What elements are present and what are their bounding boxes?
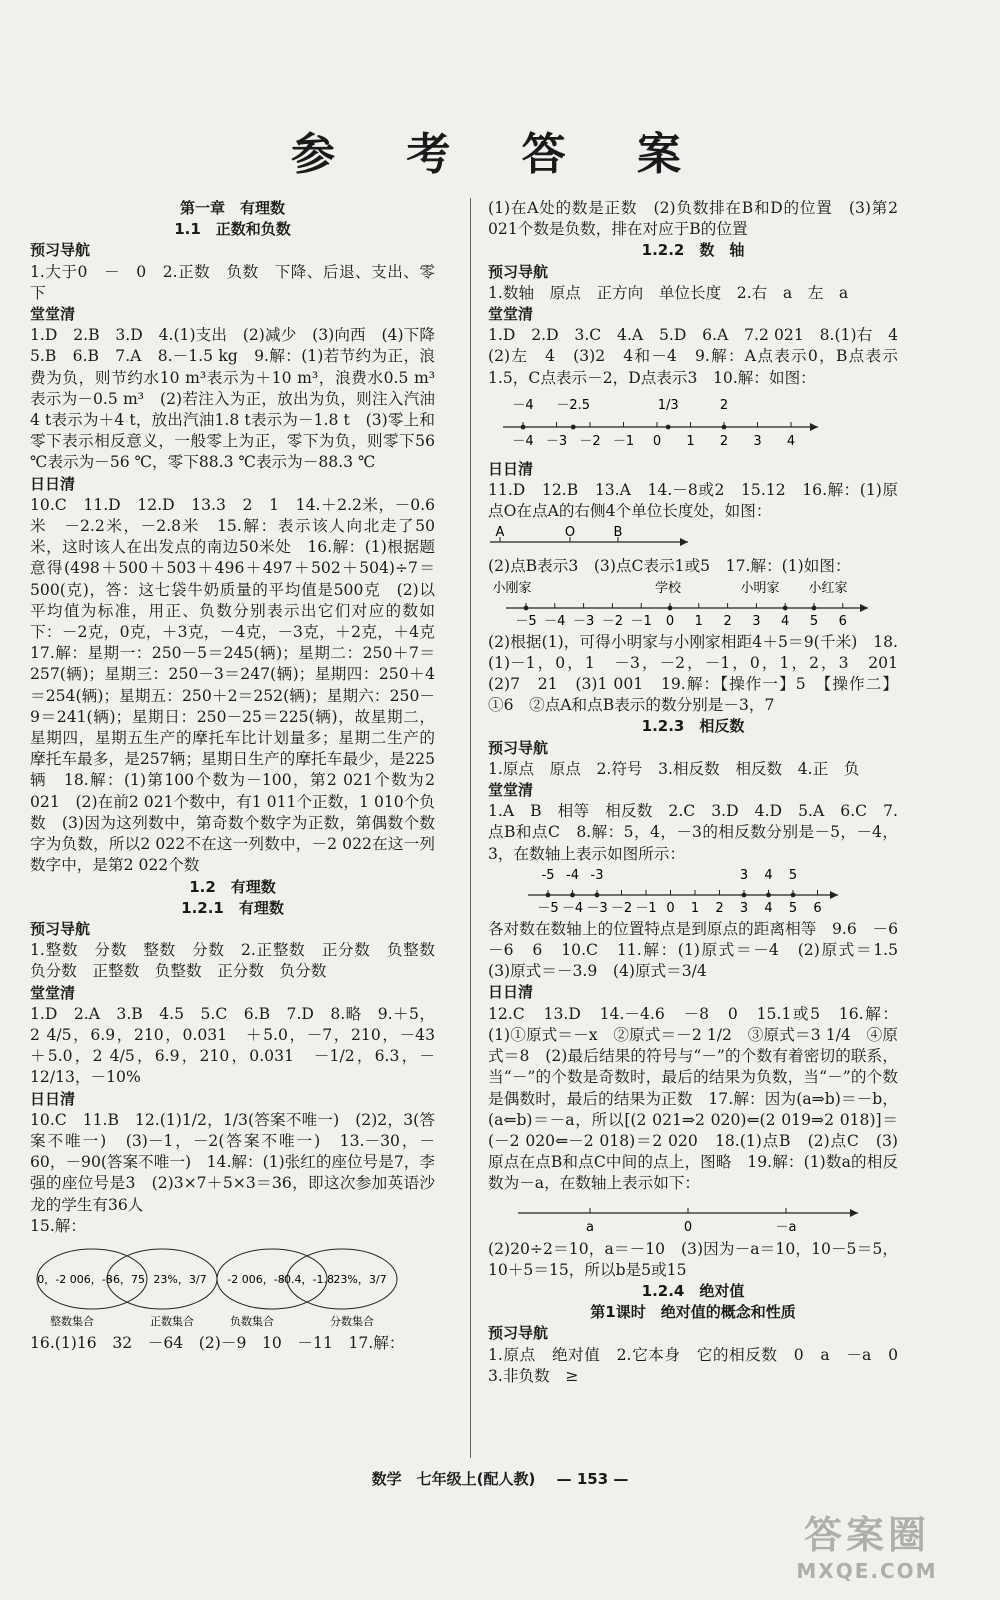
tick-label: －3 — [545, 433, 568, 449]
page-title: 参 考 答 案 — [291, 129, 709, 180]
tick-label: －2 — [601, 613, 624, 629]
answer-text: 各对数在数轴上的位置特点是到原点的距离相等 9.6 －6 －6 6 10.C 11.解：(1)原式＝－4 (2)原式＝1.5 (3)原式＝－3.9 (4)原式＝3/4 — [488, 919, 914, 981]
section-title: 第一章 有理数 — [179, 199, 285, 217]
tick-label: 2 — [723, 613, 732, 629]
axis-point — [570, 892, 575, 897]
answer-text: 1.原点 原点 2.符号 3.相反数 相反数 4.正 负 — [488, 759, 860, 778]
axis-point — [766, 892, 771, 897]
tick-label: －4 — [544, 613, 566, 629]
tick-label: 3 — [753, 433, 762, 449]
point-label: 3 — [739, 867, 749, 883]
arrow-right-icon — [810, 423, 818, 431]
point-label: a — [586, 1219, 594, 1235]
number-line-figure — [488, 1197, 888, 1237]
place-point — [668, 605, 673, 610]
axis-point — [571, 424, 576, 429]
axis-point — [546, 892, 551, 897]
answer-text: 1.大于0 － 0 2.正数 负数 下降、后退、支出、零下 — [30, 262, 435, 302]
answer-text: (2)20÷2＝10，a＝－10 (3)因为－a＝10，10－5＝5，10＋5＝15，所以b是5或15 — [488, 1239, 898, 1279]
left-column — [30, 198, 451, 1354]
venn-negative-fractions: -0.4，-1.8 — [280, 1272, 334, 1286]
section-title: 第1课时 绝对值的概念和性质 — [590, 1303, 796, 1322]
number-line-figure — [488, 867, 888, 917]
answer-text: 1.A B 相等 相反数 2.C 3.D 4.D 5.A 6.C 7.点B和点C 8.解：5，4，－3的相反数分别是－5，－4，3，在数轴上表示如图所示： — [488, 802, 898, 863]
point-label: -3 — [590, 867, 604, 883]
arrow-right-icon — [680, 538, 688, 546]
tick-label: －3 — [586, 900, 608, 916]
section-title: 1.2 有理数 — [189, 877, 276, 896]
venn-set-label: 分数集合 — [330, 1314, 374, 1328]
place-label: 小红家 — [808, 580, 848, 596]
watermark-text: 答案圈 — [803, 1513, 930, 1557]
place-point — [783, 605, 788, 610]
section-title: 1.2.3 相反数 — [641, 717, 745, 736]
tick-label: 4 — [786, 433, 796, 449]
tick-label: 5 — [788, 900, 798, 916]
section-title: 1.2.4 绝对值 — [641, 1281, 745, 1300]
tick-label: 1 — [686, 433, 695, 449]
arrow-right-icon — [830, 891, 838, 899]
tick-label: －2 — [579, 433, 601, 449]
point-label: -4 — [566, 867, 579, 883]
tick-label: 3 — [752, 613, 761, 629]
answer-text: (2)根据(1)，可得小明家与小刚家相距4＋5＝9(千米) 18.(1)－1，0，1 －3，－2，－1，0，1，2，3 201 (2)7 21 (3)1 001 19.解：【操作一】5 【操作二】①6 ②点A和点B表示的数分别是－3，7 — [488, 632, 914, 715]
venn-positive-integers: -6，75 — [109, 1272, 145, 1286]
section-heading: 堂堂清 — [30, 305, 76, 324]
venn-fractions: 23%，3/7 — [333, 1272, 387, 1286]
section-title: 1.2.1 有理数 — [181, 898, 284, 917]
tick-label: 0 — [666, 900, 675, 916]
tick-label: －4 — [512, 433, 534, 449]
tick-label: 2 — [715, 900, 724, 916]
axis-point — [521, 424, 526, 429]
footer-subject: 数学 七年级上(配人教) — [371, 1470, 536, 1488]
tick-label: 5 — [809, 613, 819, 629]
tick-label: 0 — [652, 433, 662, 449]
answer-text: 1.原点 绝对值 2.它本身 它的相反数 0 a －a 0 3.非负数 ≥ — [488, 1345, 914, 1385]
venn-set-label: 负数集合 — [230, 1314, 274, 1328]
answer-text: 1.D 2.A 3.B 4.5 5.C 6.B 7.D 8.略 9.＋5，2 4/5，6.9，210，0.031 ＋5.0，－7，210，－43 ＋5.0，2 4/5，6.9，210，0.031 －1/2，6.3，－12/13，－10% — [30, 1004, 451, 1087]
axis-point — [595, 892, 600, 897]
figure-axis5 — [488, 1197, 898, 1237]
point-label: 2 — [719, 397, 729, 413]
section-heading: 预习导航 — [30, 919, 91, 938]
figure-axis2 — [488, 524, 898, 554]
tick-label: －1 — [630, 613, 652, 629]
tick-label: －5 — [515, 613, 537, 629]
section-heading: 堂堂清 — [488, 305, 534, 324]
tick-label: 1 — [690, 900, 700, 916]
point-label: 0 — [683, 1219, 693, 1235]
tick-label: 1 — [694, 613, 703, 629]
venn-set-label: 正数集合 — [150, 1314, 194, 1328]
section-heading: 日日清 — [30, 1089, 76, 1108]
section-heading: 堂堂清 — [30, 983, 76, 1002]
point-label: 1/3 — [657, 397, 679, 413]
watermark-url: MXQE.COM — [796, 1559, 938, 1583]
venn-positive-fractions: 23%，3/7 — [153, 1272, 207, 1286]
section-heading: 预习导航 — [488, 1324, 549, 1343]
point-label: A — [495, 525, 505, 541]
section-title: 1.1 正数和负数 — [174, 220, 291, 239]
figure-venn — [30, 1239, 435, 1331]
tick-label: 4 — [781, 613, 790, 629]
arrow-right-icon — [860, 604, 868, 612]
answer-text: 1.数轴 原点 正方向 单位长度 2.右 a 左 a — [488, 283, 849, 302]
number-line-figure — [488, 524, 888, 554]
point-label: B — [613, 525, 623, 541]
number-line-figure — [488, 391, 888, 457]
tick-label: 3 — [739, 900, 749, 916]
point-label: 5 — [788, 867, 798, 883]
place-label: 学校 — [654, 580, 682, 596]
section-heading: 日日清 — [488, 459, 534, 478]
venn-negative-integers: -2 006，-8 — [227, 1272, 285, 1286]
figure-axis3 — [488, 580, 898, 630]
tick-label: 6 — [813, 900, 822, 916]
place-label: 小刚家 — [492, 580, 532, 596]
answer-text: 12.C 13.D 14.－4.6 －8 0 15.1或5 16.解：(1)①原式＝－x ②原式＝－2 1/2 ③原式＝3 1/4 ④原式＝8 (2)最后结果的符号与“－”的个数有着密切的联系，当“－”的个数是奇数时，最后的结果为负数，当“－”的个数是偶数时，最后的结果为正数 17.解：因为(a⇒b)＝－b，(a⇐b)＝－a，所以[(2 021⇒2 020)⇐(2 019⇒2 018)]＝(－2 020⇐－2 018)＝2 020 18.(1)点B (2)点C (3)原点在点B和点C中间的点上，图略 19.解：(1)数a的相反数为－a，在数轴上表示如下： — [488, 1004, 898, 1193]
venn-diagram — [30, 1239, 430, 1331]
tick-label: －4 — [561, 900, 584, 916]
axis-point — [666, 424, 671, 429]
figure-axis4 — [488, 867, 898, 917]
page-number: — 153 — — [556, 1470, 629, 1488]
right-column — [488, 198, 914, 1387]
answer-text: 16.(1)16 32 －64 (2)－9 10 －11 17.解： — [30, 1333, 405, 1352]
tick-label: －2 — [610, 900, 633, 916]
page-footer — [0, 1468, 1000, 1489]
section-title: 1.2.2 数 轴 — [641, 241, 745, 260]
venn-integers: 0，-2 006，-8 — [37, 1272, 113, 1286]
section-heading: 预习导航 — [488, 738, 549, 757]
tick-label: 0 — [665, 613, 675, 629]
tick-label: －5 — [537, 900, 559, 916]
point-label: －4 — [512, 397, 534, 413]
number-line-figure — [488, 580, 888, 630]
axis-point — [742, 892, 747, 897]
answer-text: 1.D 2.D 3.C 4.A 5.D 6.A 7.2 021 8.(1)右 4 (2)左 4 (3)2 4和－4 9.解：A点表示0，B点表示1.5，C点表示－2，D点表示3 10.解：如图： — [488, 326, 914, 387]
tick-label: 2 — [719, 433, 729, 449]
arrow-right-icon — [850, 1209, 858, 1217]
tick-label: 4 — [764, 900, 773, 916]
answer-text: (1)在A处的数是正数 (2)负数排在B和D的位置 (3)第2 021个数是负数，排在对应于B的位置 — [488, 199, 898, 239]
venn-set-label: 整数集合 — [50, 1314, 94, 1328]
answer-text: 15.解： — [30, 1216, 86, 1235]
point-label: 4 — [764, 867, 773, 883]
answer-text: (2)点B表示3 (3)点C表示1或5 17.解：(1)如图： — [488, 557, 851, 576]
answer-text: 11.D 12.B 13.A 14.－8或2 15.12 16.解：(1)原点O在点A的右侧4个单位长度处，如图： — [488, 481, 898, 521]
point-label: -5 — [541, 867, 555, 883]
point-label: O — [564, 525, 576, 541]
place-label: 小明家 — [740, 580, 780, 596]
point-label: －2.5 — [556, 397, 591, 413]
place-point — [524, 605, 529, 610]
section-heading: 预习导航 — [30, 241, 91, 260]
figure-axis1 — [488, 391, 898, 457]
section-heading: 日日清 — [30, 474, 76, 493]
tick-label: －3 — [572, 613, 595, 629]
tick-label: －1 — [635, 900, 657, 916]
axis-point — [791, 892, 796, 897]
place-point — [812, 605, 817, 610]
answer-text: 10.C 11.D 12.D 13.3 2 1 14.＋2.2米，－0.6米 －2.2米，－2.8米 15.解：表示该人向北走了50米，这时该人在出发点的南边50米处 16.解：(1)根据题意得(498＋500＋503＋496＋497＋502＋504)÷7＝500(克)，答：这七袋牛奶质量的平均值是500克 (2)以平均值为标准，用正、负数分别表示出它们对应的数如下：－2克，0克，＋3克，－4克，－3克，＋2克，＋4克 17.解：星期一：250－5＝245(辆)；星期二：250＋7＝257(辆)；星期三：250－3＝247(辆)；星期四：250＋4＝254(辆)；星期五：250＋2＝252(辆)；星期六：250－9＝241(辆)；星期日：250－25＝225(辆)，故星期二，星期四，星期五生产的摩托车比计划量多；星期二生产的摩托车最多，是257辆；星期日生产的摩托车最少，是225辆 18.解：(1)第100个数为－100，第2 021个数为2 021 (2)在前2 021个数中，有1 011个正数，1 010个负数 (3)因为这列数中，第奇数个数字为正数，第偶数个数字为负数，所以2 022不在这一列数中，－2 022在这一列数字中，是第2 022个数 — [30, 495, 451, 875]
section-heading: 日日清 — [488, 983, 534, 1002]
answer-text: 10.C 11.B 12.(1)1/2，1/3(答案不唯一) (2)2，3(答案不唯一) (3)－1，－2(答案不唯一) 13.－30，－60，－90(答案不唯一) 14.解：(1)张红的座位号是7，李强的座位号是3 (2)3×7＋5×3＝36，即这次参加英语沙龙的学生有36人 — [30, 1110, 435, 1214]
column-divider — [470, 198, 471, 1458]
section-heading: 预习导航 — [488, 262, 549, 281]
axis-point — [722, 424, 727, 429]
answer-text: 1.整数 分数 整数 分数 2.正整数 正分数 负整数 负分数 正整数 负整数 正分数 负分数 — [30, 941, 451, 981]
section-heading: 堂堂清 — [488, 781, 534, 800]
answer-text: 1.D 2.B 3.D 4.(1)支出 (2)减少 (3)向西 (4)下降 5.B 6.B 7.A 8.－1.5 kg 9.解：(1)若节约为正，浪费为负，则节约水10 m³表示为＋10 m³，浪费水0.5 m³表示为－0.5 m³ (2)若注入为正，放出为负，则注入汽油4 t表示为＋4 t，放出汽油1.8 t表示为－1.8 t (3)零上和零下表示相反意义，一般零上为正，零下为负，则零下56 ℃表示为－56 ℃，零下88.3 ℃表示为－88.3 ℃ — [30, 326, 451, 472]
tick-label: －1 — [612, 433, 635, 449]
point-label: －a — [775, 1219, 797, 1235]
watermark-logo — [752, 1504, 982, 1583]
tick-label: 6 — [838, 613, 847, 629]
